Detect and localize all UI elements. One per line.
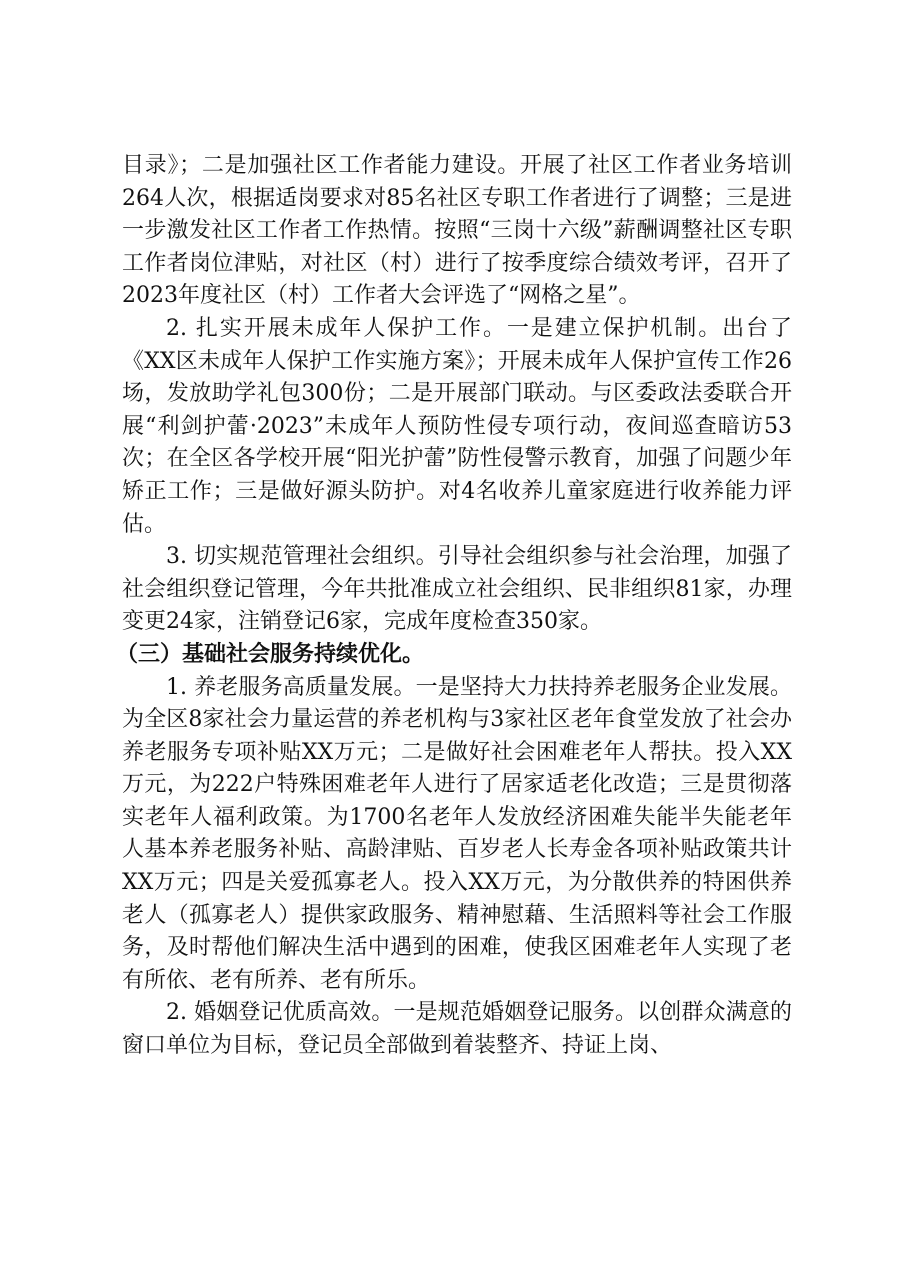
paragraph-continuation: 目录》；二是加强社区工作者能力建设。开展了社区工作者业务培训264人次，根据适岗要求对85名社区专职工作者进行了调整；三是进一步激发社区工作者工作热情。按照“三岗十六级”薪酬调整社区专职工作者岗位津贴，对社区（村）进行了按季度综合绩效考评，召开了2023年度社区（村）工作者大会评选了“网格之星”。 bbox=[122, 153, 792, 309]
section-heading: （三）基础社会服务持续优化。 bbox=[116, 641, 425, 667]
paragraph-social-organizations: 3. 切实规范管理社会组织。引导社会组织参与社会治理，加强了社会组织登记管理，今年共批准成立社会组织、民非组织81家，办理变更24家，注销登记6家，完成年度检查350家。 bbox=[122, 544, 792, 635]
paragraph-minor-protection: 2. 扎实开展未成年人保护工作。一是建立保护机制。出台了《XX区未成年人保护工作实施方案》；开展未成年人保护宣传工作26场，发放助学礼包300份；二是开展部门联动。与区委政法委联合开展“利剑护蕾·2023”未成年人预防性侵专项行动，夜间巡查暗访53次；在全区各学校开展“阳光护蕾”防性侵警示教育，加强了问题少年矫正工作；三是做好源头防护。对4名收养儿童家庭进行收养能力评估。 bbox=[122, 315, 792, 537]
paragraph-elderly-services: 1. 养老服务高质量发展。一是坚持大力扶持养老服务企业发展。为全区8家社会力量运营的养老机构与3家社区老年食堂发放了社会办养老服务专项补贴XX万元；二是做好社会困难老年人帮扶。投入XX万元，为222户特殊困难老年人进行了居家适老化改造；三是贯彻落实老年人福利政策。为1700名老年人发放经济困难失能半失能老年人基本养老服务补贴、高龄津贴、百岁老人长寿金各项补贴政策共计XX万元；四是关爱孤寡老人。投入XX万元，为分散供养的特困供养老人（孤寡老人）提供家政服务、精神慰藉、生活照料等社会工作服务，及时帮他们解决生活中遇到的困难，使我区困难老年人实现了老有所依、老有所养、老有所乐。 bbox=[122, 674, 792, 993]
document-body bbox=[116, 150, 792, 1063]
paragraph-marriage-registration: 2. 婚姻登记优质高效。一是规范婚姻登记服务。以创群众满意的窗口单位为目标，登记员全部做到着装整齐、持证上岗、 bbox=[122, 1000, 792, 1059]
